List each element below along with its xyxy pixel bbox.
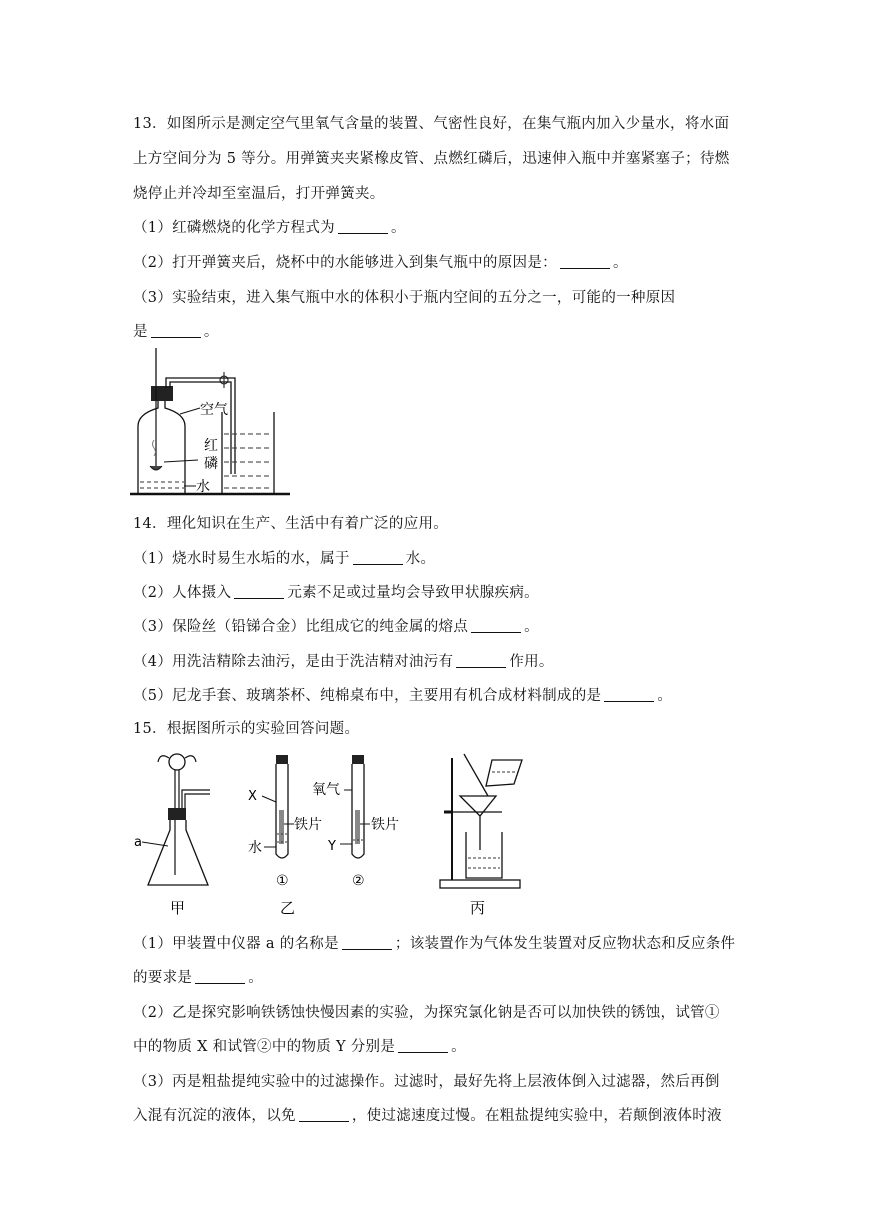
label-water-2: 水 xyxy=(248,840,262,856)
answer-blank[interactable] xyxy=(151,323,201,338)
q13-part-3-end: 。 xyxy=(203,324,219,340)
q15-part-2-end: 。 xyxy=(451,1039,466,1055)
q15-part-2-line-1: （2）乙是探究影响铁锈蚀快慢因素的实验，为探究氯化钠是否可以加快铁的锈蚀，试管① xyxy=(133,1005,720,1021)
q15-part-3-line-2 xyxy=(133,1104,722,1125)
q14-part-2-end: 元素不足或过量均会导致甲状腺疾病。 xyxy=(287,585,539,601)
q14-part-4 xyxy=(133,650,554,671)
label-tube-2: ② xyxy=(352,873,365,889)
answer-blank[interactable] xyxy=(338,219,388,234)
label-iron-1: 铁片 xyxy=(294,817,322,833)
q13-part-3-line-1: （3）实验结束，进入集气瓶中水的体积小于瓶内空间的五分之一，可能的一种原因 xyxy=(133,290,676,306)
q14-part-4-text: （4）用洗洁精除去油污，是由于洗洁精对油污有 xyxy=(133,654,454,670)
q13-apparatus-figure xyxy=(130,348,300,498)
q14-part-2 xyxy=(133,581,539,602)
q15-part-3-rest: ，使过滤速度过慢。在粗盐提纯实验中，若颠倒液体时液 xyxy=(351,1108,722,1124)
q14-stem: 14．理化知识在生产、生活中有着广泛的应用。 xyxy=(133,516,449,532)
q14-part-5 xyxy=(133,684,672,705)
q15-stem: 15．根据图所示的实验回答问题。 xyxy=(133,721,360,737)
q13-part-2 xyxy=(133,251,628,272)
answer-blank[interactable] xyxy=(342,935,392,950)
q14-part-3-end: 。 xyxy=(524,619,539,635)
q15-part-2-line-2 xyxy=(133,1035,466,1056)
label-jia: 甲 xyxy=(170,899,186,917)
label-tube-1: ① xyxy=(276,873,289,889)
label-air: 空气 xyxy=(200,402,228,418)
answer-blank[interactable] xyxy=(560,254,610,269)
q13-stem-line-3: 烧停止并冷却至室温后，打开弹簧夹。 xyxy=(133,186,385,202)
answer-blank[interactable] xyxy=(471,618,521,633)
label-red: 红 xyxy=(204,438,218,454)
q15-part-1 xyxy=(133,932,735,953)
q14-part-1-end: 水。 xyxy=(405,551,436,567)
q13-part-3-line-2 xyxy=(133,320,219,341)
answer-blank[interactable] xyxy=(604,687,654,702)
answer-blank[interactable] xyxy=(353,550,403,565)
q14-part-4-end: 作用。 xyxy=(509,654,554,670)
q13-part-2-text: （2）打开弹簧夹后，烧杯中的水能够进入到集气瓶中的原因是： xyxy=(133,255,557,271)
q15-part-2-text: 中的物质 X 和试管②中的物质 Y 分别是 xyxy=(133,1039,396,1055)
q13-part-1-text: （1）红磷燃烧的化学方程式为 xyxy=(133,220,335,236)
q15-part-1-text: （1）甲装置中仪器 a 的名称是 xyxy=(133,936,339,952)
answer-blank[interactable] xyxy=(456,653,506,668)
q15-part-3-text: 入混有沉淀的液体，以免 xyxy=(133,1108,296,1124)
q15-part-1-line-2-text: 的要求是 xyxy=(133,970,193,986)
q14-part-2-text: （2）人体摄入 xyxy=(133,585,232,601)
q13-part-1-end: 。 xyxy=(390,220,406,236)
label-a: a xyxy=(134,835,142,850)
q15-apparatus-figure xyxy=(130,750,550,920)
q13-part-3-text: 是 xyxy=(133,324,148,340)
q13-part-2-end: 。 xyxy=(612,255,628,271)
answer-blank[interactable] xyxy=(234,584,284,599)
answer-blank[interactable] xyxy=(299,1107,349,1122)
q13-part-1 xyxy=(133,216,406,237)
answer-blank[interactable] xyxy=(398,1038,448,1053)
label-iron-2: 铁片 xyxy=(371,817,399,833)
q14-part-5-end: 。 xyxy=(657,688,673,704)
label-water: 水 xyxy=(196,479,210,495)
label-oxygen: 氧气 xyxy=(312,782,340,798)
q15-part-3-line-1: （3）丙是粗盐提纯实验中的过滤操作。过滤时，最好先将上层液体倒入过滤器，然后再倒 xyxy=(133,1074,720,1090)
q14-part-5-text: （5）尼龙手套、玻璃茶杯、纯棉桌布中，主要用有机合成材料制成的是 xyxy=(133,688,602,704)
q13-stem-line-2: 上方空间分为 5 等分。用弹簧夹夹紧橡皮管、点燃红磷后，迅速伸入瓶中并塞紧塞子；待燃 xyxy=(133,151,730,167)
q15-part-1-rest: ；该装置作为气体发生装置对反应物状态和反应条件 xyxy=(394,936,736,952)
label-yi: 乙 xyxy=(280,899,296,917)
q15-part-1-line-2 xyxy=(133,966,263,987)
q14-part-3 xyxy=(133,615,539,636)
q14-part-1 xyxy=(133,547,435,568)
answer-blank[interactable] xyxy=(195,969,245,984)
q14-part-3-text: （3）保险丝（铅锑合金）比组成它的纯金属的熔点 xyxy=(133,619,469,635)
q13-stem-line-1: 13．如图所示是测定空气里氧气含量的装置、气密性良好，在集气瓶内加入少量水，将水面 xyxy=(133,116,730,132)
label-y: Y xyxy=(328,839,336,854)
label-x: X xyxy=(248,789,257,804)
label-phosphorus: 磷 xyxy=(204,456,218,472)
label-bing: 丙 xyxy=(470,899,486,917)
q15-part-1-line-2-end: 。 xyxy=(248,970,264,986)
q14-part-1-text: （1）烧水时易生水垢的水，属于 xyxy=(133,551,350,567)
